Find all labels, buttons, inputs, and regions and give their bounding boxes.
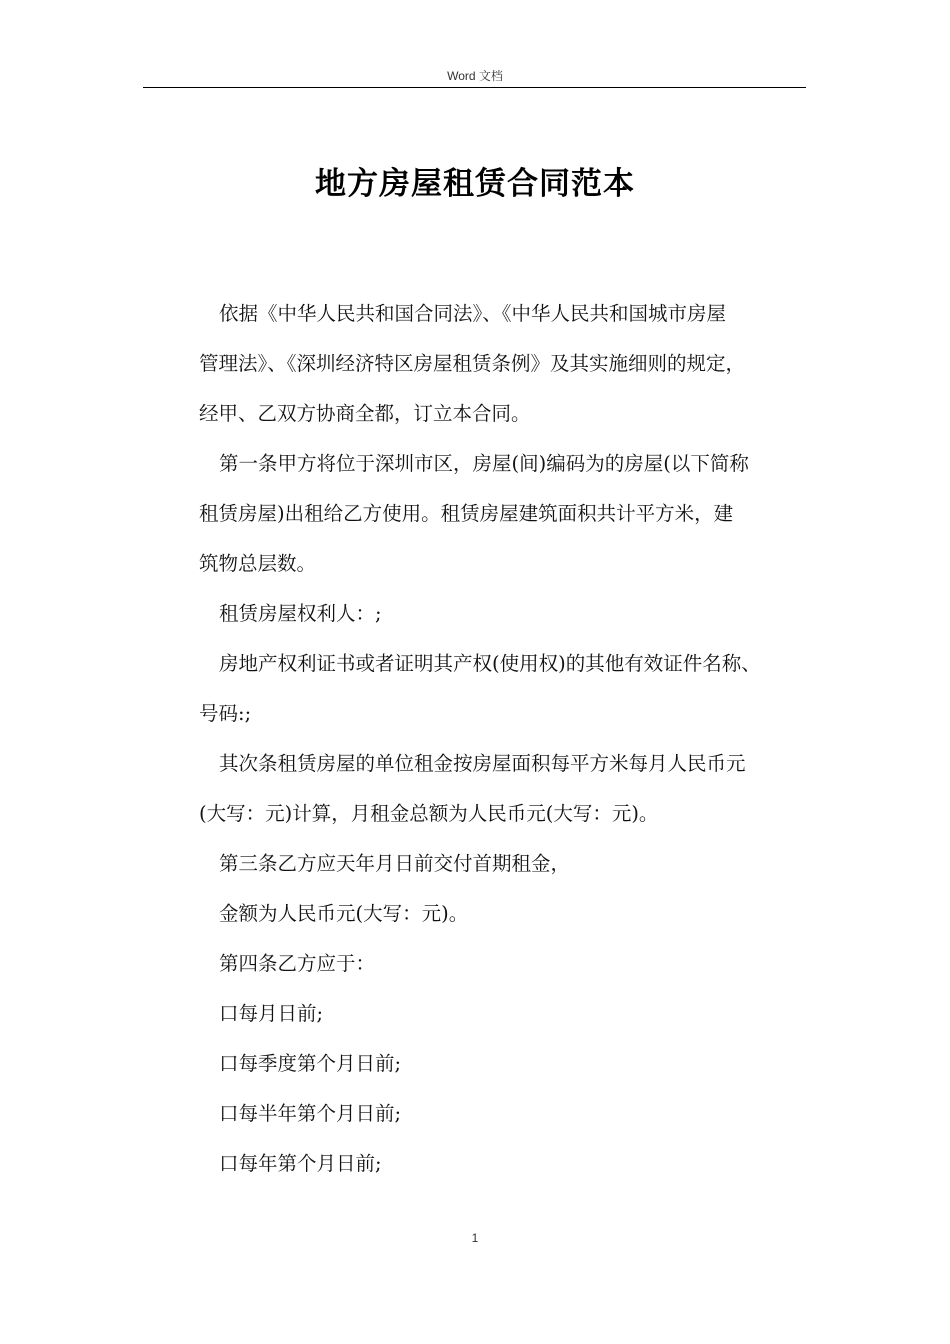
document-title: 地方房屋租赁合同范本 [315,166,635,202]
paragraph [179,439,819,589]
paragraph-line: 第一条甲方将位于深圳市区，房屋(间)编码为的房屋(以下简称 [219,452,749,475]
paragraph [179,289,819,439]
paragraph-line: 口每季度第个月日前; [219,1052,402,1075]
paragraph-line: 依据《中华人民共和国合同法》、《中华人民共和国城市房屋 [219,302,727,325]
paragraph-line: 租赁房屋)出租给乙方使用。租赁房屋建筑面积共计平方米，建 [199,502,734,525]
paragraph [179,1139,819,1189]
paragraph [179,989,819,1039]
document-body [179,289,819,1189]
paragraph [179,1039,819,1089]
paragraph-line: 经甲、乙双方协商全都，订立本合同。 [199,402,531,425]
paragraph [179,639,819,739]
paragraph-line: 筑物总层数。 [199,552,317,575]
paragraph-line: 口每半年第个月日前; [219,1102,402,1125]
paragraph [179,939,819,989]
paragraph-line: 第三条乙方应天年月日前交付首期租金， [219,852,571,875]
paragraph-line: 房地产权利证书或者证明其产权(使用权)的其他有效证件名称、 [219,652,761,675]
paragraph-line: 号码:; [199,702,252,725]
page-header: Word 文档 [447,69,503,83]
paragraph-line: 口每年第个月日前; [219,1152,382,1175]
page-number: 1 [471,1231,479,1245]
paragraph-line: 租赁房屋权利人：; [219,602,382,625]
paragraph [179,889,819,939]
paragraph-line: 口每月日前; [219,1002,324,1025]
paragraph [179,839,819,889]
paragraph [179,739,819,839]
paragraph-line: 管理法》、《深圳经济特区房屋租赁条例》及其实施细则的规定， [199,352,746,375]
paragraph-line: (大写：元)计算，月租金总额为人民币元(大写：元)。 [199,802,659,825]
paragraph-line: 金额为人民币元(大写：元)。 [219,902,469,925]
header-divider [143,87,806,88]
paragraph-line: 其次条租赁房屋的单位租金按房屋面积每平方米每月人民币元 [219,752,746,775]
paragraph [179,589,819,639]
paragraph-line: 第四条乙方应于： [219,952,376,975]
paragraph [179,1089,819,1139]
